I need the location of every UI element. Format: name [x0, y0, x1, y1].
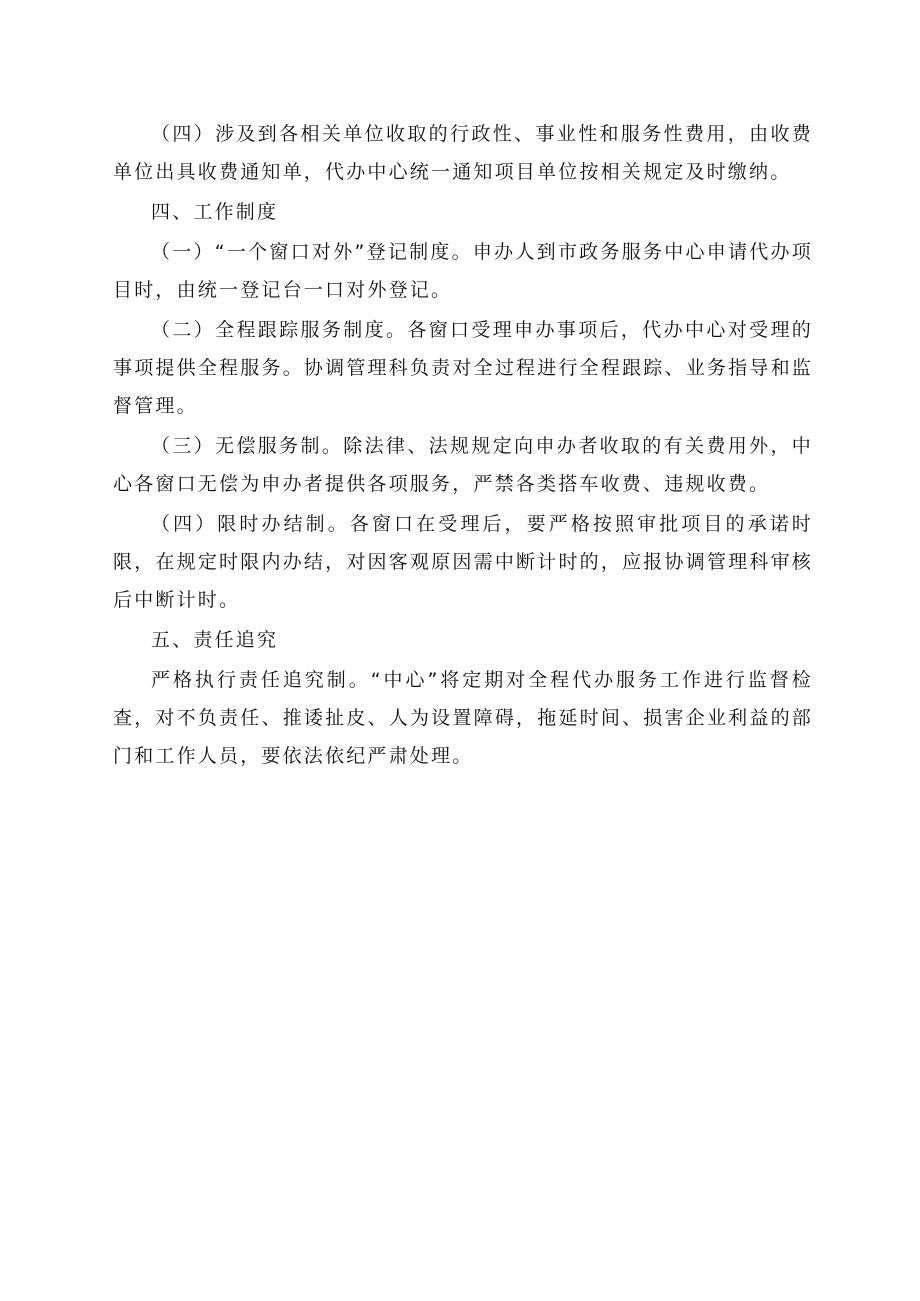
paragraph-single-window: （一）“一个窗口对外”登记制度。申办人到市政务服务中心申请代办项目时，由统一登记台一口对外登记。 [113, 241, 813, 301]
paragraph-fee-collection: （四）涉及到各相关单位收取的行政性、事业性和服务性费用，由收费单位出具收费通知单，代办中心统一通知项目单位按相关规定及时缴纳。 [113, 123, 813, 183]
section-heading-work-system: 四、工作制度 [151, 201, 279, 223]
paragraph-full-tracking: （二）全程跟踪服务制度。各窗口受理申办事项后，代办中心对受理的事项提供全程服务。协调管理科负责对全过程进行全程跟踪、业务指导和监督管理。 [113, 319, 813, 417]
paragraph-time-limit: （四）限时办结制。各窗口在受理后，要严格按照审批项目的承诺时限，在规定时限内办结，对因客观原因需中断计时的，应报协调管理科审核后中断计时。 [113, 513, 813, 611]
paragraph-accountability: 严格执行责任追究制。“中心”将定期对全程代办服务工作进行监督检查，对不负责任、推诿扯皮、人为设置障碍，拖延时间、损害企业利益的部门和工作人员，要依法依纪严肃处理。 [113, 669, 813, 767]
section-heading-accountability: 五、责任追究 [151, 629, 279, 651]
paragraph-free-service: （三）无偿服务制。除法律、法规规定向申办者收取的有关费用外，中心各窗口无偿为申办者提供各项服务，严禁各类搭车收费、违规收费。 [113, 435, 813, 495]
document-body [113, 115, 813, 777]
